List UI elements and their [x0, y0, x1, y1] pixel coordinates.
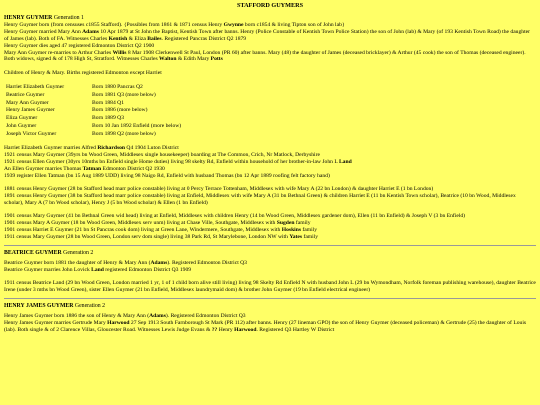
surname: Harwood	[107, 319, 130, 326]
henry-james-paragraph	[4, 313, 536, 334]
text-run: Edmonton District Q2 1930	[101, 165, 165, 172]
text-run: Beatrice Guymer born 1881 the daughter of Henry & Mary Ann (	[4, 259, 151, 266]
text-run: Q4 1904 Luton District	[125, 144, 179, 151]
section-heading-henry: HENRY GUYMER Generation 1	[4, 14, 84, 21]
text-run: family	[301, 227, 318, 234]
text-line	[4, 313, 536, 320]
text-run: Henry James Guymer marries Gertrude Mary	[4, 319, 108, 326]
text-run: 1901 census Mary A Guymer (18 bn Wood Green, Middlesex serv unm) living at Chase Ville, Southgate, Middlesex with	[4, 220, 277, 227]
text-run: 1939 register Ellen Tatman (bn 15 Aug 1889 UDD) living 98 Naigo Rd, Enfield with husband Thomas (bn 12 Apr 1889 roofing felt factory hand)	[4, 172, 330, 179]
surname: Hoskins	[281, 227, 302, 234]
text-run: born c1854 & living Tipton son of John lab}	[243, 21, 345, 28]
child-name: Mary Ann Guymer	[6, 99, 49, 106]
text-run: Harriet Elizabeth Guymer marries Alfred	[4, 144, 98, 151]
child-row	[6, 91, 181, 99]
section-heading-beatrice: BEATRICE GUYMER Generation 2	[4, 249, 94, 256]
text-run: 1921 census Ellen Guymer (30yrs 10mths bn Enfield single Home duties) living 98 skelty Rd, Enfield within household of her brother-in-law John L	[4, 158, 339, 165]
beatrice-paragraph	[4, 260, 536, 274]
surname: Land	[338, 158, 352, 165]
surname: Adams	[82, 28, 99, 35]
surname: Yates	[289, 233, 303, 240]
children-intro: Children of Henry & Mary. Births registered Edmonton except Harriet	[4, 69, 162, 76]
surname: Walton	[159, 56, 177, 63]
text-line	[4, 159, 536, 166]
surname: Bailes	[147, 35, 162, 42]
text-line	[4, 227, 536, 234]
text-line	[4, 145, 536, 152]
surname: Gwynne	[223, 21, 244, 28]
child-born: Born 1884 Q1	[92, 99, 125, 106]
child-name: Harriet Elizabeth Guymer	[6, 83, 65, 90]
divider	[4, 245, 536, 246]
child-row	[6, 107, 181, 115]
child-row	[6, 115, 181, 123]
child-name: John Guymer	[6, 123, 37, 130]
child-born: Born 10 Jan 1892 Enfield (more below)	[92, 123, 182, 130]
text-run: ). Registered Edmonton District Q3	[167, 259, 247, 266]
text-run: & Eliza	[127, 35, 148, 42]
child-name: Joseph Victor Guymer	[6, 131, 57, 138]
surname: Adams	[149, 312, 166, 319]
surname: Sugden	[276, 220, 295, 227]
child-born: Born 1889 Q3	[92, 115, 125, 122]
harriet-paragraph	[4, 145, 536, 180]
text-run: 8 Mar 1908 Clerkenwell St Paul, London (PR 60) after banns. Mary (48) the daughter of James (deceased bricklayer) & Arthur (45 cook) the son of Thomas (deceased engineer). Both widows, signed & of 178 High St, Stratford. Witnesses Charles	[4, 49, 526, 63]
text-run: 10 Apr 1879 at St John the Baptist, Kentish Town after banns. Henry (Police Constable of Kentish Town Police Station) the son of John (lab) & Mary (of 193 Kentish Town Road) the daughter of James (lab). Both of FA. Witnesses Charles	[4, 28, 530, 42]
child-born: Born 1881 Q3 (more below)	[92, 91, 156, 98]
text-line	[4, 234, 536, 241]
child-row	[6, 99, 181, 107]
text-run: & Edith Mary	[176, 56, 211, 63]
child-born: Born 1880 Pancras Q2	[92, 83, 143, 90]
census-1901-paragraph	[4, 213, 536, 241]
text-run: registered Edmonton District Q3 1909	[103, 266, 192, 273]
child-row	[6, 123, 181, 131]
text-line	[4, 260, 536, 267]
surname: Potts	[210, 56, 223, 63]
beatrice-census-paragraph	[4, 280, 536, 294]
text-run: 1901 census Mary Guymer (41 bn Bethnal Green wid head) living at Enfield, Middlesex with children Henry (14 bn Wood Green, Middlesex gardener dom), Ellen (11 bn Enfield) & Joseph V (3 bn Enfield)	[4, 213, 466, 220]
text-line	[4, 29, 536, 43]
text-line	[4, 50, 536, 64]
child-born: Born 1886 (more below)	[92, 107, 148, 114]
text-line	[4, 220, 536, 227]
surname: Richardson	[97, 144, 126, 151]
child-row	[6, 131, 181, 139]
text-line	[4, 22, 536, 29]
text-run: Beatrice Guymer marries John Lovick	[4, 266, 92, 273]
text-run: Henry James Guymer born 1886 the son of Henry & Mary Ann (	[4, 312, 150, 319]
surname: Harwood	[234, 326, 257, 333]
text-run: . Registered Q3 Hartley W District	[256, 326, 335, 333]
text-run: An Ellen Guymer marries Thomas	[4, 165, 83, 172]
text-run: 1911 census Mary Guymer (28 bn Wood Green, London serv dom single) living 38 Park Rd, St Marylebone, London NW with	[4, 233, 290, 240]
surname: Tatman	[82, 165, 102, 172]
text-line	[4, 280, 536, 294]
child-born: Born 1898 Q2 (more below)	[92, 131, 156, 138]
text-run: Henry	[217, 326, 235, 333]
text-run: family	[302, 233, 319, 240]
text-line	[4, 166, 536, 173]
section-heading-henry-james: HENRY JAMES GUYMER Generation 2	[4, 302, 106, 309]
child-name: Beatrice Guymer	[6, 91, 45, 98]
text-run: ). Registered Edmonton District Q3	[165, 312, 246, 319]
text-line	[4, 43, 536, 50]
text-line	[4, 186, 536, 193]
text-run: Henry Guymer married Mary Ann	[4, 28, 83, 35]
text-run: 1911 census Beatrice Land (29 bn Wood Green, London married 1 yr, 1 of 1 child born alive still living) living 98 Skelty Rd Enfield N with husband John L (29 bn Wymondham, Norfolk foreman publishing warehouse), daughter Beatrice Irene (under 3 mths bn Wood Green), sister Ellen Guymer (21 bn Enfield, Middlesex laundrymaid dom) & brother John Guymer (19 bn Enfield electrical engineer)	[4, 280, 536, 294]
text-run: 1901 census Harriet E Guymer (21 bn St Pancras cook dom) living at Green Lane, Windermere, Southgate, Middlesex with	[4, 227, 282, 234]
text-run: 1881 census Henry Guymer (28 bn Stafford head marr police constable) living at 0 Percy Terrace Tottenham, Middlesex with wife Mary A (22 bn London) & daughter Harriet E (1 bn London)	[4, 186, 434, 193]
surname: ??	[211, 326, 218, 333]
child-name: Eliza Guymer	[6, 115, 38, 122]
site-title: STAFFORD GUYMERS	[236, 2, 304, 9]
text-run: Henry Guymer born (from censuses c1855 Stafford). {Possibles from 1861 & 1871 census Henry	[4, 21, 224, 28]
text-run: . Registered Pancras District Q2 1879	[161, 35, 247, 42]
text-line	[4, 193, 536, 207]
census-1881-paragraph	[4, 186, 536, 207]
text-line	[4, 152, 536, 159]
child-row	[6, 83, 181, 91]
henry-bio	[4, 22, 536, 63]
child-name: Henry James Guymer	[6, 107, 55, 114]
divider	[4, 298, 536, 299]
text-line	[4, 267, 536, 274]
text-run: 1891 census Henry Guymer (38 bn Stafford head marr police constable) living at Enfield, Middlesex with wife Mary A (31 bn Bethnal Green) & children Harriet E (11 bn Kentish Town scholar), Beatrice (10 bn Wood, Middlesex scholar), Mary A (7 bn Wood scholar), Henry J (5 bn Wood scholar) & Ellen (1 bn Enfield)	[4, 192, 516, 206]
text-run: Henry Guymer dies aged 47 registered Edmonton District Q2 1900	[4, 42, 155, 49]
surname: Kentish	[108, 35, 128, 42]
surname: Land	[91, 266, 104, 273]
children-table	[6, 83, 181, 138]
text-run: 1921 census Mary Guymer (39yrs bn Wood Green, Middlesex single housekeeper) boarding at The Common, Crich, Nr Matlock, Derbyshire	[4, 151, 320, 158]
surname: Adams	[150, 259, 168, 266]
text-run: family	[294, 220, 311, 227]
text-line	[4, 173, 536, 180]
text-run: Mary Ann Guymer re-marries to Arthur Charles	[4, 49, 113, 56]
text-run: 27 Sep 1913 South Farnborough St Mark (PR 112) after banns. Henry (27 lineman GPO) the son of Henry Guymer (deceased policeman) & Gertrude (25) the daughter of Louis (lab). Both single & of 2 Clarence Villas, Gloucester Road. Witnesses Lewis Judge Evans &	[4, 319, 527, 333]
surname: Willis	[112, 49, 127, 56]
text-line	[4, 320, 536, 334]
